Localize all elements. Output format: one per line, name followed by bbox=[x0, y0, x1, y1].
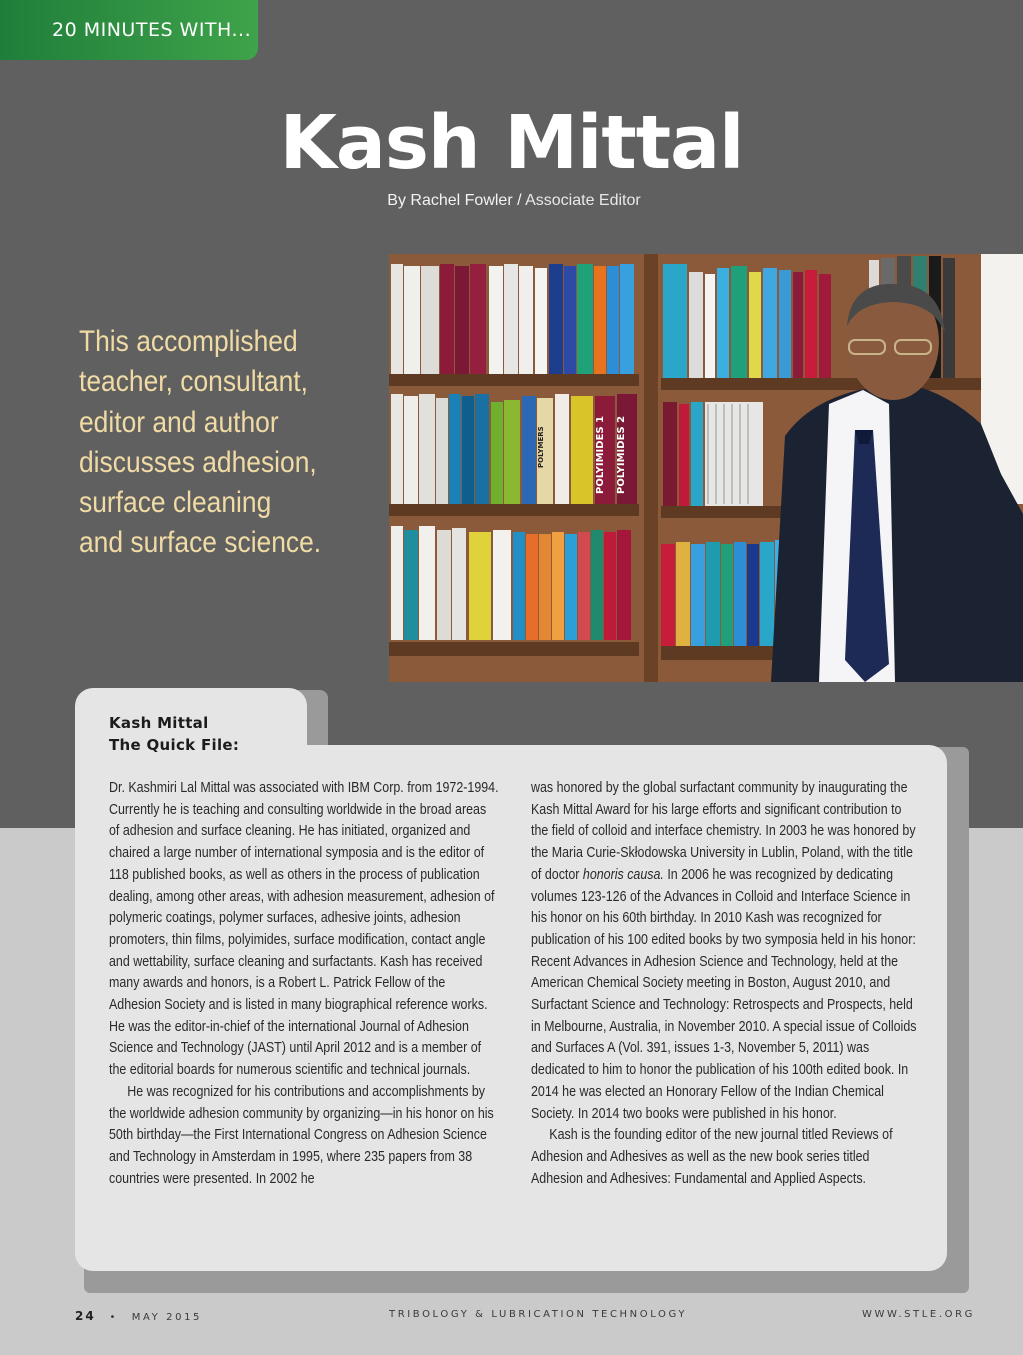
quick-file-name: Kash Mittal bbox=[109, 714, 209, 732]
publication-name: TRIBOLOGY & LUBRICATION TECHNOLOGY bbox=[389, 1309, 688, 1320]
body-paragraph: Kash is the founding editor of the new journal titled Reviews of Adhesion and Adhesives as well as the new book series titled Adhesion and Adhesives: Fundamental and Applied Aspects. bbox=[531, 1126, 893, 1187]
book-spine-label: POLYIMIDES 1 bbox=[595, 415, 606, 494]
author-role: Associate Editor bbox=[525, 192, 641, 209]
bookshelf-portrait-illustration bbox=[389, 254, 1023, 682]
body-column-left bbox=[109, 777, 579, 1189]
byline bbox=[0, 192, 1023, 210]
footer-bullet: • bbox=[109, 1312, 118, 1323]
body-column-right bbox=[531, 777, 1001, 1189]
portrait-photo bbox=[389, 254, 1023, 682]
body-paragraph: He was recognized for his contributions and accomplishments by the worldwide adhesion community by organizing—in his honor on his 50th birthday—the First International Congress on Adhesion Science and Technology in Amsterdam in 1995, where 235 papers from 38 countries were presented. In 2002 he bbox=[109, 1082, 494, 1187]
quick-file-label: The Quick File: bbox=[109, 736, 240, 754]
website-url: WWW.STLE.ORG bbox=[862, 1309, 975, 1320]
deck-line: teacher, consultant, bbox=[79, 365, 308, 399]
body-italic: honoris causa. bbox=[582, 865, 664, 883]
deck-line: This accomplished bbox=[79, 325, 298, 358]
deck-line: editor and author bbox=[79, 405, 279, 439]
book-spine-label: POLYMERS bbox=[537, 426, 545, 468]
section-label: 20 MINUTES WITH... bbox=[0, 0, 258, 60]
body-paragraph: Dr. Kashmiri Lal Mittal was associated with IBM Corp. from 1972-1994. Currently he is teaching and consulting worldwide in the broad areas of adhesion and surface cleaning. He has initiated, organized and chaired a large number of international symposia and is the editor of 118 published books, as well as others in the process of publication dealing, among other areas, with adhesion measurement, adhesion of polymeric coatings, polymer surfaces, adhesive joints, adhesion promoters, thin films, polyimides, surface modification, contact angle and wettability, surface cleaning and surfactants. Kash has received many awards and honors, is a Robert L. Patrick Fellow of the Adhesion Society and is listed in many biographical reference works. He was the editor-in-chief of the international Journal of Adhesion Science and Technology (JAST) until April 2012 and is a member of the editorial boards for numerous scientific and technical journals. bbox=[109, 779, 499, 1079]
deck-line: surface cleaning bbox=[79, 486, 272, 520]
footer-left bbox=[75, 1309, 202, 1323]
body-paragraph bbox=[531, 777, 921, 1124]
article-title: Kash Mittal bbox=[279, 100, 744, 186]
book-spine-label: POLYIMIDES 2 bbox=[616, 415, 627, 494]
byline-separator: / bbox=[512, 192, 526, 209]
body-text: was honored by the global surfactant community by inaugurating the Kash Mittal Award for his large efforts and significant contribution to the field of colloid and interface chemistry. In 2003 he was honored by the Maria Curie-Skłodowska University in Lublin, Poland, with the title of doctor bbox=[531, 779, 916, 883]
deck-line: and surface science. bbox=[79, 526, 322, 560]
body-text: In 2006 he was recognized by dedicating volumes 123-126 of the Advances in Colloid and Interface Science in his honor on his 60th birthday. In 2010 Kash was recognized for publication of his 100 edited books by two symposia held in his honor: Recent Advances in Adhesion Science and Technology, held at the American Chemical Society meeting in Boston, August 2010, and Surfactant Science and Technology: Retrospects and Prospects, held in Melbourne, Australia, in November 2010. A special issue of Colloids and Surfaces A (Vol. 391, issues 1-3, November 5, 2011) was dedicated to him to honor the publication of his 100th edited book. In 2014 he was elected an Honorary Fellow of the Indian Chemical Society. In 2014 two books were published in his honor. bbox=[531, 865, 917, 1122]
page-number: 24 bbox=[75, 1309, 96, 1323]
deck-text bbox=[79, 322, 334, 564]
deck-line: discusses adhesion, bbox=[79, 445, 317, 479]
quick-file-heading bbox=[109, 712, 239, 756]
author-name: By Rachel Fowler bbox=[387, 192, 513, 209]
issue-date: MAY 2015 bbox=[131, 1312, 202, 1323]
